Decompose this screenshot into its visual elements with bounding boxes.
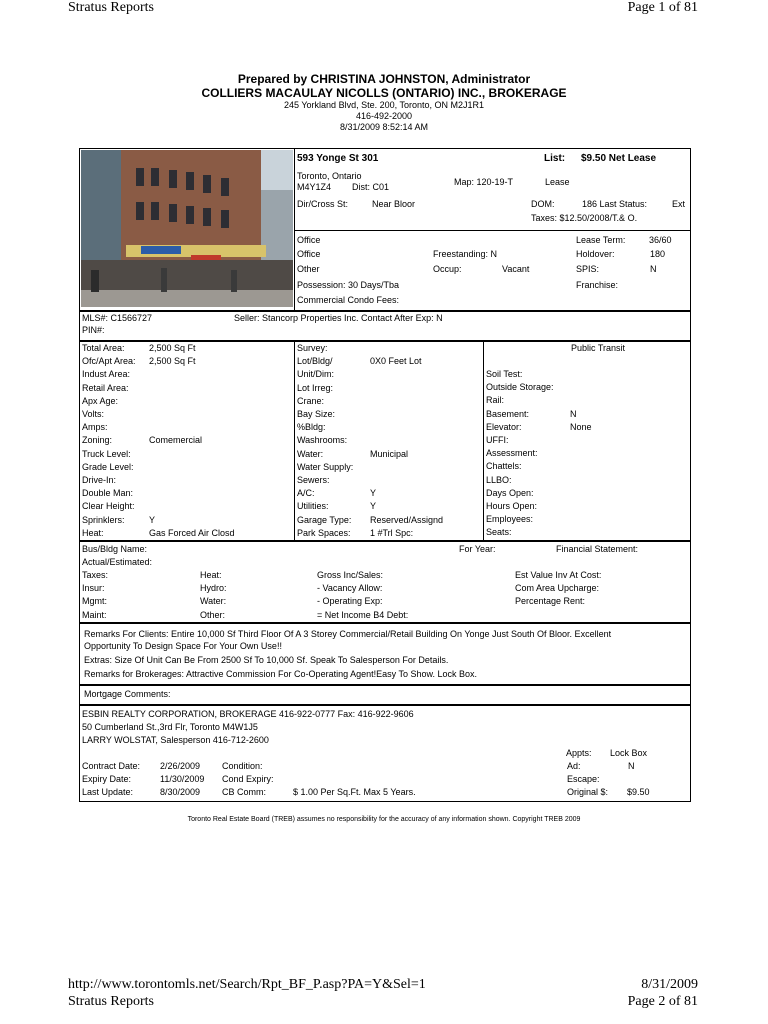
pin: PIN#: — [82, 325, 105, 335]
spis-value: N — [650, 264, 657, 274]
occup-label: Occup: — [433, 264, 462, 274]
detail-1-label: Ofc/Apt Area: — [82, 356, 136, 367]
dom-label: DOM: — [531, 199, 555, 209]
detail-1-label: Amps: — [82, 422, 108, 433]
list-label: List: — [544, 153, 566, 164]
financial-item: - Vacancy Allow: — [317, 583, 383, 594]
expiry-label: Expiry Date: — [82, 774, 132, 784]
cross-street-label: Dir/Cross St: — [297, 199, 349, 209]
detail-2-value: Y — [370, 488, 377, 499]
escape-label: Escape: — [567, 774, 600, 784]
detail-1-label: Drive-In: — [82, 475, 117, 485]
detail-2-value: Y — [370, 501, 377, 512]
possession: Possession: 30 Days/Tba — [297, 280, 400, 290]
detail-2-label: Water Supply: — [297, 461, 354, 472]
detail-2-label: Bay Size: — [297, 409, 336, 419]
detail-3-label: Basement: — [486, 408, 530, 419]
detail-1-value: Gas Forced Air Closd — [149, 527, 235, 538]
detail-3-label: Outside Storage: — [486, 382, 554, 393]
detail-1-label: Apx Age: — [82, 395, 119, 406]
detail-1-label: Heat: — [82, 527, 104, 538]
mls-number: MLS#: C1566727 — [82, 313, 153, 323]
footer-url[interactable]: http://www.torontomls.net/Search/Rpt_BF_P.asp?PA=Y&Sel=1 — [68, 977, 426, 992]
detail-3-label: Elevator: — [486, 421, 522, 432]
detail-2-value: Reserved/Assignd — [370, 514, 444, 525]
contract-value: 2/26/2009 — [160, 761, 201, 771]
detail-1-label: Indust Area: — [82, 369, 131, 380]
detail-3-label: Employees: — [486, 514, 534, 525]
report-datetime: 8/31/2009 8:52:14 AM — [339, 122, 429, 132]
extras: Extras: Size Of Unit Can Be From 2500 Sf To 10,000 Sf. Speak To Salesperson For Details. — [84, 655, 449, 665]
public-transit: Public Transit — [571, 343, 626, 353]
detail-1-label: Zoning: — [82, 435, 113, 446]
ad-value: N — [628, 761, 635, 771]
detail-1-label: Retail Area: — [82, 382, 129, 393]
detail-3-label: Soil Test: — [486, 369, 523, 379]
detail-3-label: Seats: — [486, 527, 512, 538]
detail-1-value: 2,500 Sq Ft — [149, 343, 196, 353]
detail-2-label: Sewers: — [297, 475, 330, 485]
cond-expiry-label: Cond Expiry: — [222, 774, 274, 784]
report-title: Stratus Reports — [68, 0, 154, 15]
detail-2-value: 0X0 Feet Lot — [370, 356, 422, 367]
remarks-clients-2: Opportunity To Design Space For Your Own Use!! — [84, 641, 282, 651]
update-label: Last Update: — [82, 787, 134, 797]
cb-comm-label: CB Comm: — [222, 787, 267, 797]
franchise-label: Franchise: — [576, 280, 619, 290]
actual-estimated: Actual/Estimated: — [82, 557, 153, 567]
financial-item: Com Area Upcharge: — [515, 583, 600, 594]
detail-3-label: LLBO: — [486, 474, 512, 485]
postal-code: M4Y1Z4 — [297, 182, 332, 192]
occup-value: Vacant — [502, 264, 530, 274]
detail-1-value: 2,500 Sq Ft — [149, 356, 196, 367]
detail-3-label: Rail: — [486, 395, 505, 406]
financial-item: Gross Inc/Sales: — [317, 570, 384, 580]
ad-label: Ad: — [567, 761, 581, 771]
detail-1-label: Volts: — [82, 409, 105, 419]
financial-item: Heat: — [200, 570, 222, 580]
mortgage-box — [79, 684, 691, 706]
detail-2-label: Unit/Dim: — [297, 369, 335, 380]
listing-brokerage: ESBIN REALTY CORPORATION, BROKERAGE 416-922-0777 Fax: 416-922-9606 — [82, 709, 414, 719]
prepared-by: Prepared by CHRISTINA JOHNSTON, Administrator — [237, 72, 531, 86]
condo-fees: Commercial Condo Fees: — [297, 295, 400, 305]
financial-item: Other: — [200, 609, 226, 620]
detail-2-label: Utilities: — [297, 501, 329, 512]
cross-street-value: Near Bloor — [372, 199, 416, 209]
map-ref: Map: 120-19-T — [454, 177, 514, 187]
footer-date: 8/31/2009 — [641, 977, 698, 992]
lease-term-label: Lease Term: — [576, 235, 626, 245]
holdover-value: 180 — [650, 249, 666, 259]
disclaimer: Toronto Real Estate Board (TREB) assumes no responsibility for the accuracy of any information shown. Copyright TREB 2009 — [187, 816, 581, 823]
prepared-block — [0, 72, 768, 133]
detail-3-label: UFFI: — [486, 435, 509, 445]
financial-item: Taxes: — [82, 570, 109, 580]
footer-title: Stratus Reports — [68, 994, 154, 1009]
detail-2-label: Garage Type: — [297, 514, 352, 525]
for-year: For Year: — [459, 544, 496, 554]
brokerage-address: 245 Yorkland Blvd, Ste. 200, Toronto, ON M2J1R1 — [284, 100, 484, 110]
detail-3-label: Chattels: — [486, 461, 522, 472]
list-price: $9.50 Net Lease — [581, 153, 657, 164]
footer-page: Page 2 of 81 — [627, 994, 698, 1009]
detail-2-label: Park Spaces: — [297, 527, 351, 538]
detail-2-label: Water: — [297, 448, 324, 459]
original-price-value: $9.50 — [627, 787, 650, 797]
cb-comm-value: $ 1.00 Per Sq.Ft. Max 5 Years. — [293, 787, 416, 797]
detail-2-label: Crane: — [297, 395, 325, 406]
detail-1-value: Comemercial — [149, 435, 203, 446]
detail-3-label: Days Open: — [486, 487, 534, 498]
type-2: Office — [297, 249, 321, 259]
appts-value: Lock Box — [610, 748, 648, 758]
district: Dist: C01 — [352, 182, 390, 192]
type-3: Other — [297, 264, 320, 274]
financial-item: - Operating Exp: — [317, 596, 383, 607]
detail-2-label: Survey: — [297, 343, 328, 353]
detail-1-value: Y — [149, 514, 156, 525]
holdover-label: Holdover: — [576, 249, 615, 259]
detail-2-label: %Bldg: — [297, 422, 326, 433]
listing-brokerage-address: 50 Cumberland St.,3rd Flr, Toronto M4W1J5 — [82, 722, 258, 732]
detail-1-label: Clear Height: — [82, 501, 135, 512]
city: Toronto, Ontario — [297, 171, 362, 181]
detail-3-label: Hours Open: — [486, 501, 538, 511]
condition-label: Condition: — [222, 761, 263, 771]
financial-item: Est Value Inv At Cost: — [515, 570, 602, 580]
financial-item: Insur: — [82, 583, 105, 594]
financial-item: Maint: — [82, 609, 107, 620]
financial-item: Water: — [200, 596, 227, 607]
taxes: Taxes: $12.50/2008/T.& O. — [531, 213, 638, 223]
transaction-type: Lease — [545, 177, 570, 187]
bus-name: Bus/Bldg Name: — [82, 544, 148, 554]
detail-2-label: Washrooms: — [297, 435, 348, 446]
detail-2-label: A/C: — [297, 488, 315, 499]
listing-address: 593 Yonge St 301 — [297, 153, 379, 164]
detail-2-label: Lot/Bldg/ — [297, 356, 333, 367]
spis-label: SPIS: — [576, 264, 600, 274]
detail-3-label: Assessment: — [486, 448, 538, 459]
remarks-brokerages: Remarks for Brokerages: Attractive Commission For Co-Operating Agent!Easy To Show. Lock Box. — [84, 669, 477, 679]
original-price-label: Original $: — [567, 787, 609, 797]
property-photo — [81, 150, 293, 307]
detail-2-value: 1 #Trl Spc: — [370, 527, 414, 538]
detail-2-value: Municipal — [370, 448, 409, 459]
financial-item: Mgmt: — [82, 596, 108, 607]
seller: Seller: Stancorp Properties Inc. Contact After Exp: N — [234, 313, 443, 323]
update-value: 8/30/2009 — [160, 787, 201, 797]
financial-item: Hydro: — [200, 583, 227, 594]
financial-statement: Financial Statement: — [556, 544, 639, 554]
dom-value: 186 Last Status: — [582, 199, 648, 209]
detail-2-label: Lot Irreg: — [297, 382, 334, 393]
detail-1-label: Truck Level: — [82, 448, 131, 459]
financial-item: = Net Income B4 Debt: — [317, 609, 409, 620]
detail-1-label: Double Man: — [82, 488, 134, 499]
detail-1-label: Sprinklers: — [82, 514, 125, 525]
brokerage-name: COLLIERS MACAULAY NICOLLS (ONTARIO) INC., BROKERAGE — [201, 86, 567, 100]
detail-1-label: Grade Level: — [82, 461, 134, 472]
page-number: Page 1 of 81 — [627, 0, 698, 15]
contract-label: Contract Date: — [82, 761, 141, 771]
detail-3-value: None — [570, 421, 592, 432]
appts-label: Appts: — [566, 748, 592, 758]
lease-term-value: 36/60 — [649, 235, 672, 245]
expiry-value: 11/30/2009 — [160, 774, 205, 784]
detail-3-value: N — [570, 408, 577, 419]
type-1: Office — [297, 235, 321, 245]
freestanding: Freestanding: N — [433, 249, 498, 259]
brokerage-phone: 416-492-2000 — [355, 111, 413, 121]
financial-item: Percentage Rent: — [515, 596, 586, 607]
listing-agent: LARRY WOLSTAT, Salesperson 416-712-2600 — [82, 735, 269, 745]
remarks-clients-1: Remarks For Clients: Entire 10,000 Sf Third Floor Of A 3 Storey Commercial/Retail Building On Yonge Just South Of Bloor. Excellent — [84, 629, 612, 639]
detail-1-label: Total Area: — [82, 343, 125, 353]
last-status: Ext — [672, 199, 686, 209]
mortgage-comments: Mortgage Comments: — [84, 689, 171, 699]
